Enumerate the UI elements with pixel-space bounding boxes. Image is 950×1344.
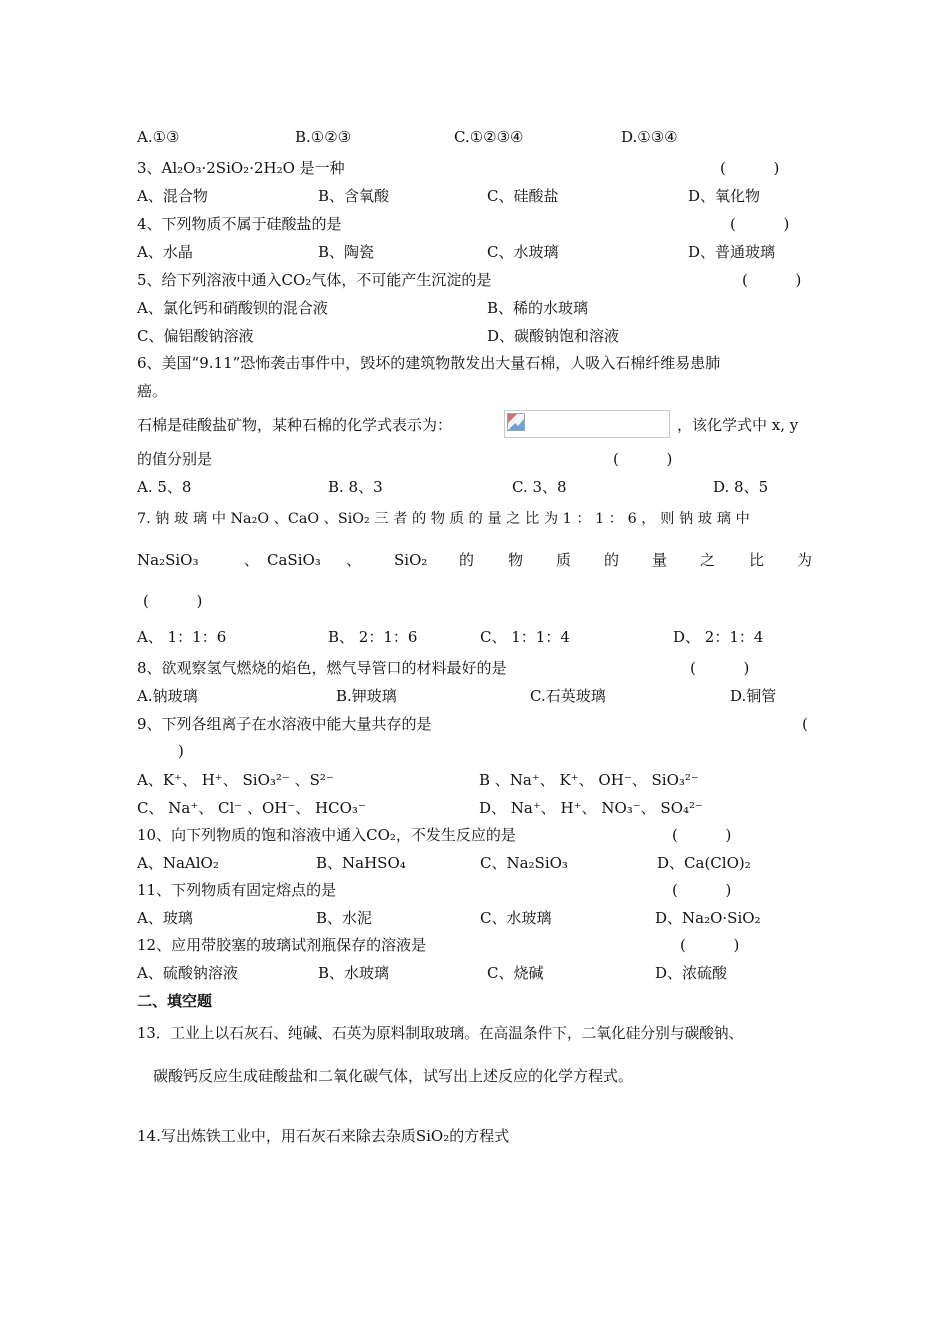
q3-option-b: B、含氧酸 — [318, 187, 390, 205]
q9-stem: 9、下列各组离子在水溶液中能大量共存的是 — [137, 715, 432, 733]
q2-option-c: C.①②③④ — [454, 128, 524, 146]
q11-answer-paren: ( ) — [672, 881, 732, 899]
q10-answer-paren: ( ) — [672, 826, 732, 844]
q6-option-b: B. 8、3 — [328, 478, 383, 496]
q7-w9: 量 — [652, 551, 668, 569]
q5-stem: 5、给下列溶液中通入CO₂气体，不可能产生沉淀的是 — [137, 271, 492, 289]
q10-option-b: B、NaHSO₄ — [316, 854, 406, 872]
q5-answer-paren: ( ) — [742, 271, 802, 289]
q8-stem: 8、欲观察氢气燃烧的焰色，燃气导管口的材料最好的是 — [137, 659, 507, 677]
q7-w12: 为 — [797, 551, 813, 569]
q4-answer-paren: ( ) — [730, 215, 790, 233]
q8-answer-paren: ( ) — [690, 659, 750, 677]
q9-option-c: C、 Na⁺、 Cl⁻ 、OH⁻、 HCO₃⁻ — [137, 799, 366, 817]
q6-option-a: A. 5、8 — [137, 478, 192, 496]
broken-image-icon — [507, 413, 527, 433]
q4-option-a: A、水晶 — [137, 243, 193, 261]
q7-w0: Na₂SiO₃ — [137, 551, 199, 569]
q3-option-a: A、混合物 — [137, 187, 208, 205]
q6-line-4: 的值分别是 — [137, 450, 213, 468]
q7-option-b: B、 2：1：6 — [328, 628, 418, 646]
q3-option-d: D、氧化物 — [688, 187, 761, 205]
q12-option-c: C、烧碱 — [487, 964, 544, 982]
q12-stem: 12、应用带胶塞的玻璃试剂瓶保存的溶液是 — [137, 936, 427, 954]
q4-option-d: D、普通玻璃 — [688, 243, 776, 261]
q7-w5: 的 — [459, 551, 475, 569]
q10-option-a: A、NaAlO₂ — [137, 854, 219, 872]
q5-option-c: C、偏铝酸钠溶液 — [137, 327, 254, 345]
q2-option-b: B.①②③ — [295, 128, 352, 146]
q10-stem: 10、向下列物质的饱和溶液中通入CO₂，不发生反应的是 — [137, 826, 516, 844]
q5-option-b: B、稀的水玻璃 — [487, 299, 589, 317]
q5-option-a: A、氯化钙和硝酸钡的混合液 — [137, 299, 328, 317]
q9-option-d: D、 Na⁺、 H⁺、 NO₃⁻、 SO₄²⁻ — [479, 799, 703, 817]
q7-w4: SiO₂ — [394, 551, 428, 569]
q8-option-b: B.钾玻璃 — [336, 687, 397, 705]
q9-paren-open: ( — [802, 715, 808, 733]
broken-formula-image — [504, 410, 670, 438]
q12-option-b: B、水玻璃 — [318, 964, 390, 982]
q6-line-3a: 石棉是硅酸盐矿物，某种石棉的化学式表示为： — [137, 416, 453, 434]
q11-stem: 11、下列物质有固定熔点的是 — [137, 881, 337, 899]
q7-w2: CaSiO₃ — [267, 551, 321, 569]
q12-answer-paren: ( ) — [680, 936, 740, 954]
q7-w10: 之 — [700, 551, 716, 569]
q9-option-b: B 、Na⁺、 K⁺、 OH⁻、 SiO₃²⁻ — [479, 771, 699, 789]
q2-option-a: A.①③ — [137, 128, 180, 146]
q11-option-b: B、水泥 — [316, 909, 373, 927]
q3-option-c: C、硅酸盐 — [487, 187, 559, 205]
q8-option-a: A.钠玻璃 — [137, 687, 198, 705]
q11-option-a: A、玻璃 — [137, 909, 193, 927]
q7-line-1: 7. 钠 玻 璃 中 Na₂O 、CaO 、SiO₂ 三 者 的 物 质 的 量 之 比 为 1 ： 1 ： 6 ， 则 钠 玻 璃 中 — [137, 511, 750, 527]
q11-option-c: C、水玻璃 — [480, 909, 552, 927]
q6-line-1: 6、美国“9.11”恐怖袭击事件中，毁坏的建筑物散发出大量石棉，人吸入石棉纤维易患肺 — [137, 354, 721, 372]
q4-option-c: C、水玻璃 — [487, 243, 559, 261]
q3-answer-paren: ( ) — [720, 159, 780, 177]
q7-option-d: D、 2：1：4 — [673, 628, 764, 646]
q5-option-d: D、碳酸钠饱和溶液 — [487, 327, 620, 345]
q7-w6: 物 — [508, 551, 524, 569]
q7-w1: 、 — [244, 551, 260, 569]
q6-line-3b: ，该化学式中 x, y — [677, 416, 799, 434]
q14-stem: 14.写出炼铁工业中，用石灰石来除去杂质SiO₂的方程式 — [137, 1127, 510, 1145]
q7-w11: 比 — [749, 551, 765, 569]
q10-option-c: C、Na₂SiO₃ — [480, 854, 568, 872]
q9-option-a: A、K⁺、 H⁺、 SiO₃²⁻ 、S²⁻ — [137, 771, 334, 789]
q6-answer-paren: ( ) — [613, 450, 673, 468]
q3-stem: 3、Al₂O₃·2SiO₂·2H₂O 是一种 — [137, 159, 345, 177]
q9-paren-close: ) — [178, 742, 184, 760]
q7-w7: 质 — [556, 551, 572, 569]
section-heading-fill-in: 二、填空题 — [137, 992, 213, 1010]
q13-line-2: 碳酸钙反应生成硅酸盐和二氧化碳气体，试写出上述反应的化学方程式。 — [153, 1067, 634, 1085]
q6-line-2: 癌。 — [137, 382, 168, 400]
q6-option-d: D. 8、5 — [713, 478, 769, 496]
q8-option-d: D.铜管 — [730, 687, 777, 705]
q4-option-b: B、陶瓷 — [318, 243, 375, 261]
q12-option-d: D、浓硫酸 — [655, 964, 728, 982]
q6-option-c: C. 3、8 — [512, 478, 567, 496]
q7-option-c: C、 1：1：4 — [480, 628, 570, 646]
q4-stem: 4、下列物质不属于硅酸盐的是 — [137, 215, 342, 233]
q7-option-a: A、 1：1：6 — [137, 628, 227, 646]
q12-option-a: A、硫酸钠溶液 — [137, 964, 238, 982]
q7-w8: 的 — [604, 551, 620, 569]
q10-option-d: D、Ca(ClO)₂ — [657, 854, 751, 872]
q13-line-1: 13．工业上以石灰石、纯碱、石英为原料制取玻璃。在高温条件下，二氧化硅分别与碳酸钠、 — [137, 1025, 744, 1042]
q2-option-d: D.①③④ — [621, 128, 678, 146]
q11-option-d: D、Na₂O·SiO₂ — [655, 909, 761, 927]
q7-answer-paren: ( ) — [143, 592, 203, 610]
q7-w3: 、 — [346, 551, 362, 569]
q8-option-c: C.石英玻璃 — [530, 687, 606, 705]
